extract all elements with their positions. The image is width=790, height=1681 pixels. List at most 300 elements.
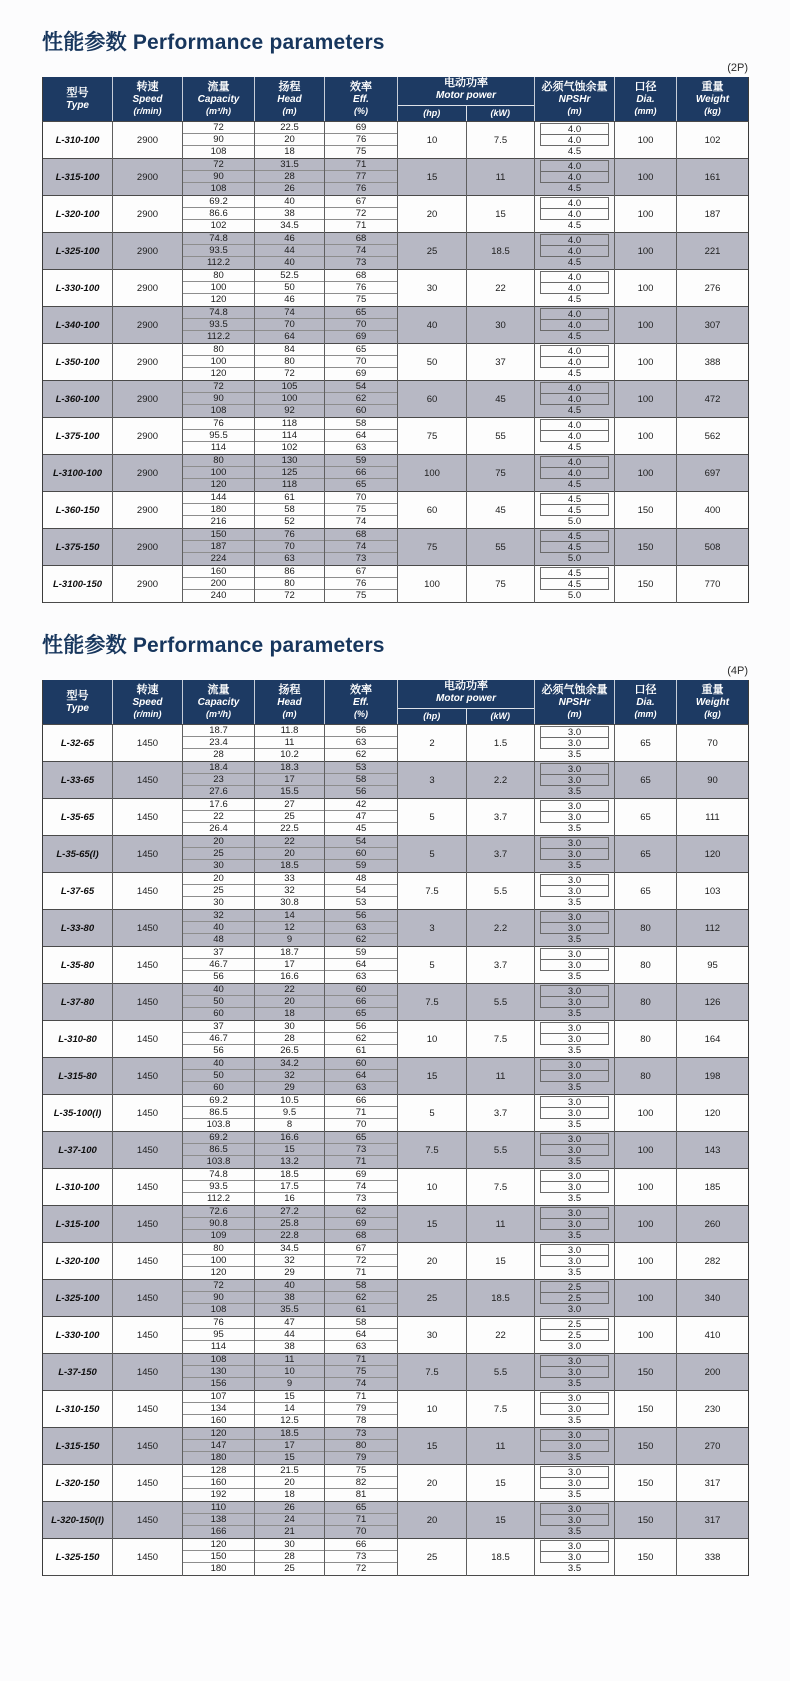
speed-cell: 1450: [113, 799, 183, 836]
pump-row: [43, 984, 749, 1021]
npshr-value: 3.0: [540, 848, 609, 860]
eff-value: 70: [325, 319, 397, 331]
motor-hp-cell: 10: [398, 122, 467, 159]
table-body-2p: [43, 122, 749, 603]
eff-value: 63: [355, 1082, 367, 1093]
pump-row: [43, 1502, 749, 1539]
speed-cell: 2900: [113, 529, 183, 566]
npshr-value: 3.0: [540, 985, 609, 997]
capacity-value: 46.7: [183, 959, 254, 971]
header-kw: (kW): [466, 106, 535, 121]
capacity-value: 93.5: [183, 245, 254, 257]
eff-cell: [325, 1021, 398, 1058]
pump-type-cell: L-35-80: [43, 947, 113, 984]
capacity-cell: [183, 984, 255, 1021]
pump-row: [43, 1280, 749, 1317]
eff-value: 54: [325, 885, 397, 897]
motor-kw-cell: 5.5: [467, 1132, 535, 1169]
header-npshr: 必须气蚀余量 NPSHr (m): [535, 680, 615, 725]
pump-type-cell: L-325-100: [43, 233, 113, 270]
npshr-cell: [535, 1539, 615, 1576]
head-value: 92: [284, 405, 295, 416]
speed-cell: 2900: [113, 455, 183, 492]
npshr-value: 3.5: [567, 822, 582, 834]
pump-row: [43, 799, 749, 836]
npshr-value: 3.5: [567, 859, 582, 871]
eff-value: 71: [325, 1107, 397, 1119]
head-value: 18: [284, 146, 295, 157]
eff-value: 78: [355, 1415, 367, 1426]
pump-row: [43, 910, 749, 947]
npshr-value: 3.5: [567, 1007, 582, 1019]
capacity-value: 20: [183, 836, 254, 848]
head-cell: [255, 1465, 325, 1502]
head-value: 34.2: [255, 1058, 324, 1070]
capacity-value: 134: [183, 1403, 254, 1415]
head-cell: [255, 307, 325, 344]
eff-value: 74: [325, 245, 397, 257]
dia-cell: 100: [615, 1317, 677, 1354]
eff-value: 73: [355, 553, 367, 564]
speed-cell: 2900: [113, 418, 183, 455]
pump-row: [43, 1058, 749, 1095]
capacity-value: 90: [183, 393, 254, 405]
head-value: 17.5: [255, 1181, 324, 1193]
head-cell: [255, 1280, 325, 1317]
head-value: 118: [255, 418, 324, 430]
header-speed: 转速 Speed (r/min): [113, 77, 183, 122]
eff-value: 62: [355, 749, 367, 760]
eff-cell: [325, 344, 398, 381]
motor-hp-cell: 15: [398, 159, 467, 196]
pump-row: [43, 836, 749, 873]
pump-type-cell: L-330-100: [43, 1317, 113, 1354]
motor-kw-cell: 75: [467, 455, 535, 492]
capacity-cell: [183, 344, 255, 381]
pump-type-cell: L-33-65: [43, 762, 113, 799]
head-value: 15: [284, 1452, 295, 1463]
eff-value: 63: [355, 1341, 367, 1352]
capacity-value: 22: [183, 811, 254, 823]
head-value: 58: [255, 504, 324, 516]
capacity-value: 72.6: [183, 1206, 254, 1218]
head-value: 10: [255, 1366, 324, 1378]
npshr-value: 4.0: [540, 197, 609, 209]
speed-cell: 1450: [113, 1095, 183, 1132]
pump-type-cell: L-315-100: [43, 159, 113, 196]
pump-type-cell: L-35-65: [43, 799, 113, 836]
capacity-value: 108: [210, 1304, 227, 1315]
npshr-value: 4.5: [567, 256, 582, 268]
motor-kw-cell: 15: [467, 1243, 535, 1280]
head-cell: [255, 910, 325, 947]
npshr-value: 3.0: [540, 763, 609, 775]
motor-hp-cell: 5: [398, 947, 467, 984]
eff-value: 71: [355, 1156, 367, 1167]
head-value: 38: [255, 208, 324, 220]
head-value: 30: [255, 1539, 324, 1551]
header-kw: (kW): [466, 709, 535, 724]
head-cell: [255, 566, 325, 603]
motor-hp-cell: 75: [398, 418, 467, 455]
weight-cell: 70: [677, 725, 749, 762]
capacity-value: 93.5: [183, 1181, 254, 1193]
head-value: 11: [255, 1354, 324, 1366]
weight-cell: 770: [677, 566, 749, 603]
eff-value: 81: [355, 1489, 367, 1500]
capacity-value: 90: [183, 1292, 254, 1304]
pump-row: [43, 1169, 749, 1206]
motor-kw-cell: 2.2: [467, 762, 535, 799]
eff-value: 63: [325, 737, 397, 749]
npshr-value: 3.0: [540, 1133, 609, 1145]
header-motor-power: 电动功率 Motor power (hp) (kW): [398, 680, 535, 725]
npshr-cell: [535, 799, 615, 836]
npshr-value: 4.0: [540, 134, 609, 146]
npshr-cell: [535, 1502, 615, 1539]
npshr-value: 3.0: [540, 1551, 609, 1563]
npshr-value: 3.0: [540, 1440, 609, 1452]
dia-cell: 65: [615, 725, 677, 762]
pump-type-cell: L-37-65: [43, 873, 113, 910]
npshr-value: 4.0: [540, 208, 609, 220]
capacity-cell: [183, 196, 255, 233]
header-type: 型号 Type: [43, 77, 113, 122]
npshr-value: 4.0: [540, 245, 609, 257]
dia-cell: 150: [615, 492, 677, 529]
head-cell: [255, 233, 325, 270]
speed-cell: 1450: [113, 762, 183, 799]
pole-label-4p: (4P): [727, 665, 748, 677]
eff-value: 76: [355, 183, 367, 194]
capacity-value: 114: [210, 1341, 227, 1352]
npshr-value: 4.0: [540, 356, 609, 368]
npshr-value: 3.5: [567, 1155, 582, 1167]
eff-cell: [325, 233, 398, 270]
weight-cell: 410: [677, 1317, 749, 1354]
speed-cell: 1450: [113, 1206, 183, 1243]
pump-type-cell: L-375-100: [43, 418, 113, 455]
eff-value: 73: [325, 1551, 397, 1563]
capacity-value: 60: [213, 1082, 224, 1093]
head-cell: [255, 1502, 325, 1539]
eff-value: 53: [325, 762, 397, 774]
motor-hp-cell: 3: [398, 762, 467, 799]
head-value: 18.5: [280, 860, 299, 871]
eff-cell: [325, 307, 398, 344]
head-value: 22.5: [255, 122, 324, 134]
npshr-value: 5.0: [567, 515, 582, 527]
eff-value: 68: [325, 270, 397, 282]
capacity-value: 108: [210, 146, 227, 157]
weight-cell: 187: [677, 196, 749, 233]
dia-cell: 100: [615, 344, 677, 381]
npshr-value: 4.5: [567, 404, 582, 416]
capacity-value: 144: [183, 492, 254, 504]
capacity-value: 102: [210, 220, 227, 231]
capacity-cell: [183, 381, 255, 418]
head-value: 52: [284, 516, 295, 527]
dia-cell: 100: [615, 159, 677, 196]
motor-hp-cell: 20: [398, 1243, 467, 1280]
eff-cell: [325, 1428, 398, 1465]
npshr-cell: [535, 418, 615, 455]
eff-value: 62: [355, 934, 367, 945]
eff-value: 75: [325, 1465, 397, 1477]
weight-cell: 164: [677, 1021, 749, 1058]
head-value: 70: [255, 541, 324, 553]
head-value: 76: [255, 529, 324, 541]
head-value: 15: [255, 1144, 324, 1156]
eff-value: 56: [325, 725, 397, 737]
head-value: 72: [284, 590, 295, 601]
capacity-value: 93.5: [183, 319, 254, 331]
npshr-value: 4.5: [567, 441, 582, 453]
capacity-cell: [183, 529, 255, 566]
npshr-cell: [535, 233, 615, 270]
header-head: 扬程 Head (m): [255, 77, 325, 122]
npshr-cell: [535, 307, 615, 344]
pump-type-cell: L-350-100: [43, 344, 113, 381]
npshr-value: 2.5: [540, 1292, 609, 1304]
eff-value: 59: [355, 860, 367, 871]
npshr-value: 3.0: [540, 1207, 609, 1219]
eff-cell: [325, 799, 398, 836]
eff-value: 56: [355, 786, 367, 797]
head-value: 18.7: [255, 947, 324, 959]
dia-cell: 65: [615, 836, 677, 873]
motor-kw-cell: 7.5: [467, 1391, 535, 1428]
capacity-cell: [183, 1021, 255, 1058]
head-cell: [255, 1095, 325, 1132]
capacity-value: 160: [183, 1477, 254, 1489]
capacity-cell: [183, 307, 255, 344]
npshr-value: 4.0: [540, 308, 609, 320]
eff-cell: [325, 725, 398, 762]
head-cell: [255, 1428, 325, 1465]
npshr-cell: [535, 1354, 615, 1391]
eff-cell: [325, 762, 398, 799]
head-cell: [255, 529, 325, 566]
weight-cell: 562: [677, 418, 749, 455]
head-value: 40: [255, 1280, 324, 1292]
head-value: 9: [286, 934, 293, 945]
dia-cell: 80: [615, 1021, 677, 1058]
head-value: 21: [284, 1526, 295, 1537]
pump-type-cell: L-320-150(I): [43, 1502, 113, 1539]
motor-kw-cell: 37: [467, 344, 535, 381]
dia-cell: 100: [615, 1169, 677, 1206]
npshr-value: 3.0: [540, 774, 609, 786]
head-value: 31.5: [255, 159, 324, 171]
pump-row: [43, 307, 749, 344]
npshr-cell: [535, 762, 615, 799]
head-value: 8: [286, 1119, 293, 1130]
eff-value: 76: [325, 282, 397, 294]
head-value: 9.5: [255, 1107, 324, 1119]
capacity-cell: [183, 1539, 255, 1576]
performance-table-2p: [42, 77, 749, 603]
capacity-value: 95.5: [183, 430, 254, 442]
eff-value: 56: [325, 910, 397, 922]
head-value: 25.8: [255, 1218, 324, 1230]
capacity-value: 130: [183, 1366, 254, 1378]
capacity-value: 108: [210, 405, 227, 416]
motor-kw-cell: 2.2: [467, 910, 535, 947]
eff-value: 74: [355, 516, 367, 527]
motor-kw-cell: 11: [467, 1206, 535, 1243]
head-value: 33: [255, 873, 324, 885]
eff-value: 45: [355, 823, 367, 834]
pump-row: [43, 566, 749, 603]
capacity-value: 80: [183, 270, 254, 282]
speed-cell: 2900: [113, 307, 183, 344]
npshr-value: 3.5: [567, 1266, 582, 1278]
eff-cell: [325, 910, 398, 947]
npshr-value: 3.0: [540, 885, 609, 897]
head-value: 16.6: [255, 1132, 324, 1144]
motor-hp-cell: 30: [398, 1317, 467, 1354]
weight-cell: 102: [677, 122, 749, 159]
header-motor-power: 电动功率 Motor power (hp) (kW): [398, 77, 535, 122]
npshr-value: 4.5: [567, 330, 582, 342]
speed-cell: 2900: [113, 566, 183, 603]
eff-value: 73: [325, 1144, 397, 1156]
capacity-value: 90: [183, 134, 254, 146]
npshr-value: 3.0: [540, 948, 609, 960]
weight-cell: 276: [677, 270, 749, 307]
capacity-value: 180: [183, 504, 254, 516]
speed-cell: 1450: [113, 1502, 183, 1539]
header-weight: 重量 Weight (kg): [677, 77, 749, 122]
eff-value: 56: [325, 1021, 397, 1033]
capacity-cell: [183, 1058, 255, 1095]
capacity-value: 108: [210, 183, 227, 194]
motor-hp-cell: 25: [398, 1539, 467, 1576]
pump-type-cell: L-37-150: [43, 1354, 113, 1391]
head-value: 20: [255, 1477, 324, 1489]
capacity-value: 60: [213, 1008, 224, 1019]
npshr-value: 3.0: [540, 1466, 609, 1478]
npshr-value: 3.0: [540, 922, 609, 934]
head-value: 38: [255, 1292, 324, 1304]
motor-hp-cell: 60: [398, 492, 467, 529]
npshr-value: 3.0: [540, 1059, 609, 1071]
eff-cell: [325, 947, 398, 984]
eff-cell: [325, 122, 398, 159]
pump-type-cell: L-320-100: [43, 1243, 113, 1280]
eff-cell: [325, 1391, 398, 1428]
capacity-value: 27.6: [209, 786, 228, 797]
eff-value: 53: [355, 897, 367, 908]
eff-value: 71: [325, 1354, 397, 1366]
eff-value: 67: [325, 196, 397, 208]
npshr-value: 4.5: [540, 493, 609, 505]
weight-cell: 120: [677, 1095, 749, 1132]
eff-value: 68: [325, 233, 397, 245]
npshr-value: 3.5: [567, 933, 582, 945]
weight-cell: 340: [677, 1280, 749, 1317]
capacity-value: 50: [183, 1070, 254, 1082]
speed-cell: 1450: [113, 725, 183, 762]
pump-type-cell: L-320-100: [43, 196, 113, 233]
npshr-value: 3.0: [540, 911, 609, 923]
head-value: 102: [281, 442, 298, 453]
head-value: 44: [255, 245, 324, 257]
npshr-value: 5.0: [567, 589, 582, 601]
head-value: 16.6: [280, 971, 299, 982]
header-type: 型号 Type: [43, 680, 113, 725]
head-value: 22.8: [280, 1230, 299, 1241]
head-cell: [255, 799, 325, 836]
head-cell: [255, 762, 325, 799]
motor-kw-cell: 55: [467, 529, 535, 566]
dia-cell: 150: [615, 1502, 677, 1539]
weight-cell: 111: [677, 799, 749, 836]
eff-value: 61: [355, 1045, 367, 1056]
head-cell: [255, 1058, 325, 1095]
weight-cell: 95: [677, 947, 749, 984]
weight-cell: 472: [677, 381, 749, 418]
npshr-cell: [535, 344, 615, 381]
capacity-value: 76: [183, 1317, 254, 1329]
eff-value: 65: [325, 1132, 397, 1144]
eff-value: 75: [355, 590, 367, 601]
dia-cell: 80: [615, 947, 677, 984]
npshr-cell: [535, 1391, 615, 1428]
capacity-value: 108: [183, 1354, 254, 1366]
head-value: 11.8: [255, 725, 324, 737]
head-value: 18.3: [255, 762, 324, 774]
weight-cell: 388: [677, 344, 749, 381]
eff-value: 74: [355, 1378, 367, 1389]
motor-kw-cell: 18.5: [467, 1539, 535, 1576]
capacity-cell: [183, 725, 255, 762]
head-value: 17: [255, 774, 324, 786]
capacity-cell: [183, 1095, 255, 1132]
motor-hp-cell: 75: [398, 529, 467, 566]
capacity-cell: [183, 1243, 255, 1280]
capacity-value: 37: [183, 1021, 254, 1033]
capacity-cell: [183, 455, 255, 492]
dia-cell: 100: [615, 1280, 677, 1317]
capacity-value: 138: [183, 1514, 254, 1526]
pump-type-cell: L-310-150: [43, 1391, 113, 1428]
pump-row: [43, 1391, 749, 1428]
eff-cell: [325, 873, 398, 910]
eff-value: 79: [355, 1452, 367, 1463]
weight-cell: 143: [677, 1132, 749, 1169]
head-value: 30.8: [280, 897, 299, 908]
pole-label-2p: (2P): [727, 62, 748, 74]
motor-hp-cell: 2: [398, 725, 467, 762]
head-value: 32: [255, 1070, 324, 1082]
motor-kw-cell: 7.5: [467, 122, 535, 159]
eff-value: 65: [355, 479, 367, 490]
weight-cell: 112: [677, 910, 749, 947]
head-cell: [255, 1169, 325, 1206]
eff-value: 71: [325, 1391, 397, 1403]
capacity-value: 40: [183, 1058, 254, 1070]
dia-cell: 65: [615, 799, 677, 836]
npshr-value: 2.5: [540, 1329, 609, 1341]
capacity-cell: [183, 1354, 255, 1391]
capacity-value: 72: [183, 159, 254, 171]
npshr-value: 3.0: [540, 1255, 609, 1267]
speed-cell: 1450: [113, 1058, 183, 1095]
head-value: 27.2: [255, 1206, 324, 1218]
npshr-cell: [535, 566, 615, 603]
